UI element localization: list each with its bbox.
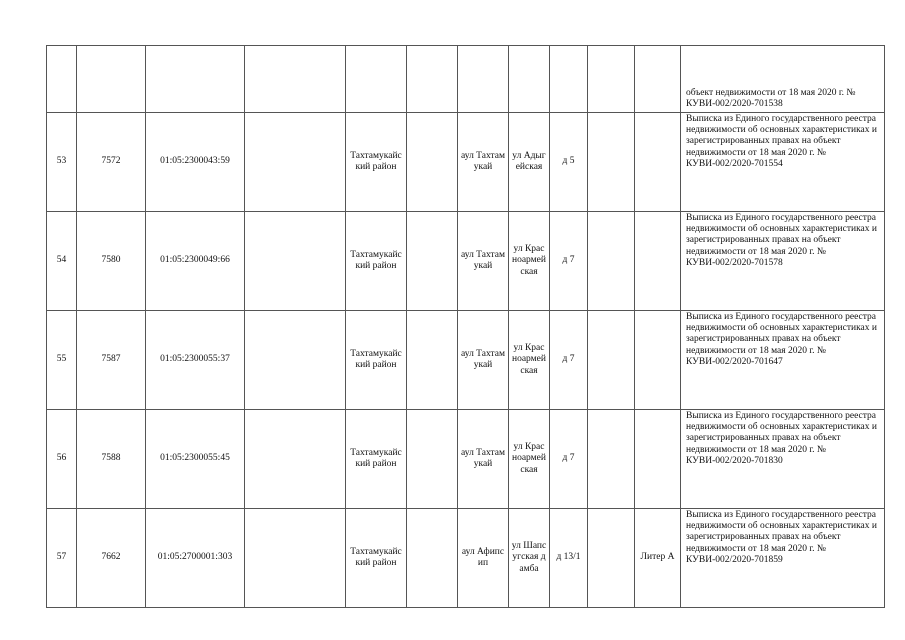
cell-settlement	[458, 311, 509, 410]
cell-settlement-text: аул Тахтамукай	[461, 447, 505, 469]
cell-settlement-text: аул Тахтамукай	[461, 249, 505, 271]
table-row	[47, 113, 885, 212]
cell-empty	[588, 509, 635, 608]
cell-district-text: Тахтамукайский район	[350, 249, 402, 271]
cell-building	[635, 46, 681, 113]
cell-district	[346, 311, 407, 410]
cell-num: 53	[47, 113, 77, 212]
cell-street	[509, 311, 550, 410]
cell-id: 7572	[77, 113, 146, 212]
cell-settlement	[458, 410, 509, 509]
cell-settlement	[458, 509, 509, 608]
cell-num: 56	[47, 410, 77, 509]
cell-empty	[588, 410, 635, 509]
cell-note: Выписка из Единого государственного реестра недвижимости об основных характеристиках и зарегистрированных правах на объект недвижимости от 18 мая 2020 г. № КУВИ-002/2020-701859	[681, 509, 885, 608]
cell-settlement-text: аул Афипсип	[461, 546, 505, 568]
cell-empty	[407, 46, 458, 113]
cell-district	[346, 212, 407, 311]
cell-house	[550, 212, 588, 311]
cell-building	[635, 113, 681, 212]
cell-district	[346, 113, 407, 212]
cell-empty	[588, 46, 635, 113]
cell-house-text: д 7	[562, 453, 575, 464]
cell-district-text: Тахтамукайский район	[350, 546, 402, 568]
cell-id: 7662	[77, 509, 146, 608]
cell-empty	[245, 509, 346, 608]
cell-building	[635, 410, 681, 509]
cell-street	[509, 509, 550, 608]
cell-building-text: Литер А	[640, 552, 675, 563]
cell-note: Выписка из Единого государственного реестра недвижимости об основных характеристиках и зарегистрированных правах на объект недвижимости от 18 мая 2020 г. № КУВИ-002/2020-701578	[681, 212, 885, 311]
cell-district	[346, 509, 407, 608]
cell-street	[509, 46, 550, 113]
cell-cadastral: 01:05:2300049:66	[146, 212, 245, 311]
cell-cadastral	[146, 46, 245, 113]
cell-house	[550, 311, 588, 410]
cell-settlement-text: аул Тахтамукай	[461, 150, 505, 172]
cell-num: 54	[47, 212, 77, 311]
cell-house	[550, 46, 588, 113]
cell-street-text: ул Шапсугская дамба	[511, 541, 547, 574]
cell-empty	[245, 113, 346, 212]
cell-settlement	[458, 212, 509, 311]
cell-street-text: ул Красноармейская	[512, 442, 546, 475]
table-row	[47, 410, 885, 509]
cell-house-text: д 5	[562, 156, 575, 167]
cell-district-text: Тахтамукайский район	[350, 348, 402, 370]
cell-empty	[245, 46, 346, 113]
cell-empty	[407, 509, 458, 608]
cell-building	[635, 509, 681, 608]
cell-district-text: Тахтамукайский район	[350, 150, 402, 172]
cell-num: 57	[47, 509, 77, 608]
cell-street-text: ул Красноармейская	[512, 244, 546, 277]
cell-house-text: д 13/1	[556, 552, 581, 563]
cell-house	[550, 410, 588, 509]
cell-building	[635, 212, 681, 311]
table-row	[47, 509, 885, 608]
cell-house-text: д 7	[562, 354, 575, 365]
cell-building	[635, 311, 681, 410]
cell-cadastral: 01:05:2300055:37	[146, 311, 245, 410]
cell-empty	[245, 212, 346, 311]
cell-house-text: д 7	[562, 255, 575, 266]
cell-id: 7580	[77, 212, 146, 311]
cell-note: объект недвижимости от 18 мая 2020 г. № КУВИ-002/2020-701538	[681, 46, 885, 113]
cell-district	[346, 410, 407, 509]
cell-note: Выписка из Единого государственного реестра недвижимости об основных характеристиках и зарегистрированных правах на объект недвижимости от 18 мая 2020 г. № КУВИ-002/2020-701554	[681, 113, 885, 212]
cell-note: Выписка из Единого государственного реестра недвижимости об основных характеристиках и зарегистрированных правах на объект недвижимости от 18 мая 2020 г. № КУВИ-002/2020-701647	[681, 311, 885, 410]
cell-empty	[245, 410, 346, 509]
cell-empty	[245, 311, 346, 410]
cell-empty	[588, 212, 635, 311]
cell-district-text: Тахтамукайский район	[350, 447, 402, 469]
cell-house	[550, 113, 588, 212]
cell-house	[550, 509, 588, 608]
cell-street	[509, 113, 550, 212]
cell-cadastral: 01:05:2300043:59	[146, 113, 245, 212]
cell-street	[509, 212, 550, 311]
cell-num	[47, 46, 77, 113]
cell-cadastral: 01:05:2700001:303	[146, 509, 245, 608]
cell-empty	[588, 113, 635, 212]
table-row	[47, 311, 885, 410]
cell-street	[509, 410, 550, 509]
table-row	[47, 212, 885, 311]
cell-cadastral: 01:05:2300055:45	[146, 410, 245, 509]
cell-id: 7588	[77, 410, 146, 509]
registry-table	[46, 45, 885, 608]
cell-empty	[407, 410, 458, 509]
cell-empty	[407, 212, 458, 311]
cell-empty	[588, 311, 635, 410]
cell-empty	[407, 311, 458, 410]
cell-settlement-text: аул Тахтамукай	[461, 348, 505, 370]
cell-num: 55	[47, 311, 77, 410]
cell-settlement	[458, 46, 509, 113]
cell-street-text: ул Красноармейская	[512, 343, 546, 376]
cell-empty	[407, 113, 458, 212]
cell-district	[346, 46, 407, 113]
cell-street-text: ул Адыгейская	[512, 150, 546, 172]
cell-id: 7587	[77, 311, 146, 410]
cell-settlement	[458, 113, 509, 212]
cell-id	[77, 46, 146, 113]
cell-note: Выписка из Единого государственного реестра недвижимости об основных характеристиках и зарегистрированных правах на объект недвижимости от 18 мая 2020 г. № КУВИ-002/2020-701830	[681, 410, 885, 509]
registry-table-body	[47, 46, 885, 608]
table-row-partial	[47, 46, 885, 113]
